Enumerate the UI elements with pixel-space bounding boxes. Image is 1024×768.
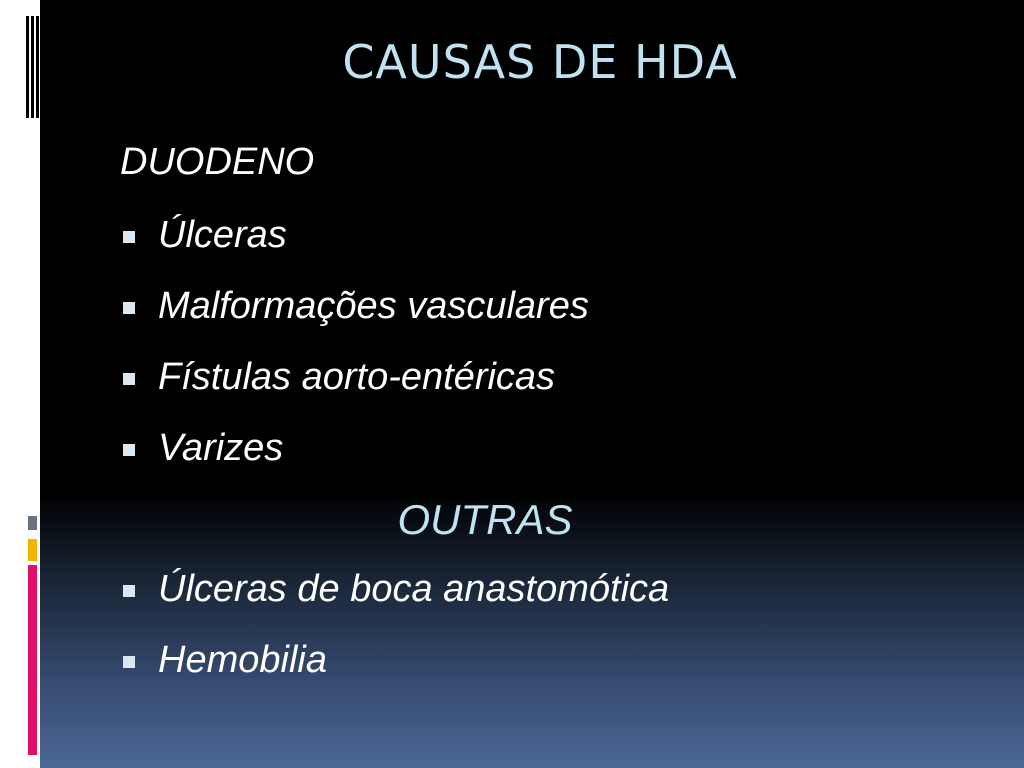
list-item-fistulas: Fístulas aorto-entéricas — [158, 356, 556, 398]
list-item-varizes: Varizes — [158, 427, 284, 469]
section-heading-outras: OUTRAS — [397, 496, 573, 543]
square-bullet-icon — [123, 302, 135, 314]
square-bullet-icon — [123, 444, 135, 456]
section-heading-duodeno: DUODENO — [120, 141, 315, 183]
square-bullet-icon — [123, 231, 135, 243]
list-item-ulceras: Úlceras — [158, 214, 287, 256]
list-item-hemobilia: Hemobilia — [158, 639, 327, 681]
square-bullet-icon — [123, 373, 135, 385]
list-item-ulceras-boca-anastomotica: Úlceras de boca anastomótica — [158, 568, 670, 610]
square-bullet-icon — [123, 656, 135, 668]
slide-title: CAUSAS DE HDA — [342, 35, 738, 89]
list-item-malformacoes: Malformações vasculares — [158, 285, 589, 327]
square-bullet-icon — [123, 585, 135, 597]
